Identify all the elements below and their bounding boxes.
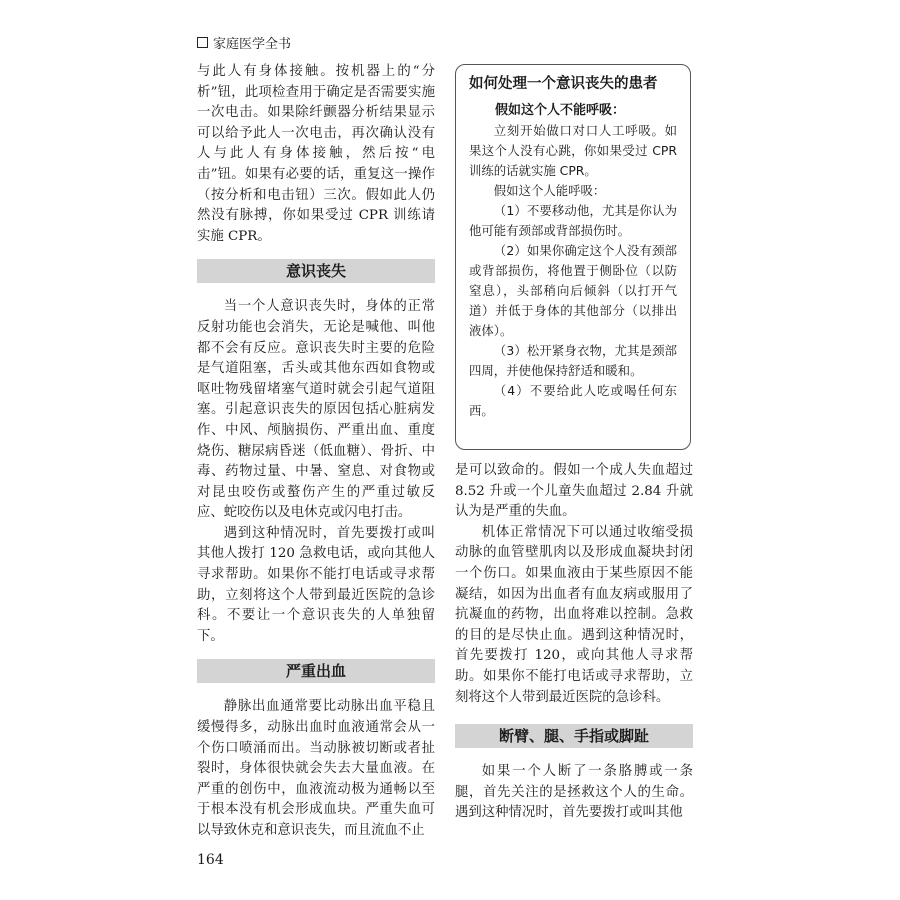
sidebar-paragraph-cpr: 立刻开始做口对口人工呼吸。如果这个人没有心跳，你如果受过 CPR 训练的话就实施 CPR。 bbox=[469, 123, 677, 178]
sidebar-box bbox=[455, 64, 691, 450]
sidebar-paragraph-breathing: 假如这个人能呼吸： bbox=[493, 183, 606, 198]
paragraph-intro: 与此人有身体接触。按机器上的“分析”钮，此项检查用于确定是否需要实施一次电击。如果除纤颤器分析结果显示可以给予此人一次电击，再次确认没有人与此人有身体接触，然后按“电击”钮。如果有必要的话，重复这一操作（按分析和电击钮）三次。假如此人仍然没有脉搏，你如果受过 CPR 训练请实施 CPR。 bbox=[197, 64, 435, 244]
sidebar-list-item: （2）如果你确定这个人没有颈部或背部损伤，将他置于侧卧位（以防窒息），头部稍向后倾斜（以打开气道）并低于身体的其他部分（以排出液体）。 bbox=[469, 243, 677, 338]
book-title: 家庭医学全书 bbox=[213, 37, 292, 52]
paragraph-unconscious-1: 当一个人意识丧失时，身体的正常反射功能也会消失，无论是喊他、叫他都不会有反应。意识丧失时主要的危险是气道阻塞，舌头或其他东西如食物或呕吐物残留堵塞气道时就会引起气道阻塞。引起意识丧失的原因包括心脏病发作、中风、颅脑损伤、严重出血、重度烧伤、糖尿病昏迷（低血糖）、骨折、中毒、药物过量、中暑、窒息、对食物或对昆虫咬伤或螯伤产生的严重过敏反应、蛇咬伤以及电休克或闪电打击。 bbox=[197, 299, 435, 521]
sidebar-list-item: （3）松开紧身衣物，尤其是颈部四周，并使他保持舒适和暖和。 bbox=[469, 343, 677, 378]
sidebar-title: 如何处理一个意识丧失的患者 bbox=[469, 76, 658, 92]
section-heading-unconscious: 意识丧失 bbox=[197, 259, 435, 283]
paragraph-bleeding-2: 机体正常情况下可以通过收缩受损动脉的血管壁肌肉以及形成血凝块封闭一个伤口。如果血液由于某些原因不能凝结，如因为出血者有血友病或服用了抗凝血的药物，出血将难以控制。急救的目的是尽快止血。遇到这种情况时，首先要拨打 120，或向其他人寻求帮助。如果你不能打电话或寻求帮助，立刻将这个人带到最近医院的急诊科。 bbox=[455, 524, 693, 705]
paragraph-bleeding-1: 静脉出血通常要比动脉出血平稳且缓慢得多，动脉出血时血液通常会从一个伤口喷涌而出。当动脉被切断或者扯裂时，身体很快就会失去大量血液。在严重的创伤中，血液流动极为通畅以至于根本没有机会形成血块。严重失血可以导致休克和意识丧失，而且流血不止 bbox=[197, 699, 435, 838]
paragraph-bleeding-cont: 是可以致命的。假如一个成人失血超过 8.52 升或一个儿童失血超过 2.84 升就认为是严重的失血。 bbox=[455, 463, 693, 520]
square-icon bbox=[197, 37, 208, 48]
section-heading-fracture: 断臂、腿、手指或脚趾 bbox=[455, 724, 693, 748]
sidebar-list-item: （1）不要移动他，尤其是你认为他可能有颈部或背部损伤时。 bbox=[469, 203, 677, 238]
sidebar-list-item: （4）不要给此人吃或喝任何东西。 bbox=[469, 383, 677, 418]
right-column bbox=[455, 461, 693, 824]
paragraph-unconscious-2: 遇到这种情况时，首先要拨打或叫其他人拨打 120 急救电话，或向其他人寻求帮助。如果你不能打电话或寻求帮助，立刻将这个人带到最近医院的急诊科。不要让一个意识丧失的人单独留下。 bbox=[197, 525, 435, 644]
section-heading-bleeding: 严重出血 bbox=[197, 659, 435, 683]
left-column bbox=[197, 62, 435, 842]
running-header bbox=[197, 33, 291, 52]
page-number: 164 bbox=[197, 852, 224, 868]
paragraph-fracture-1: 如果一个人断了一条胳膊或一条腿，首先关注的是拯救这个人的生命。遇到这种情况时，首先要拨打或叫其他 bbox=[455, 764, 693, 821]
sidebar-subheading-not-breathing: 假如这个人不能呼吸： bbox=[495, 103, 626, 118]
